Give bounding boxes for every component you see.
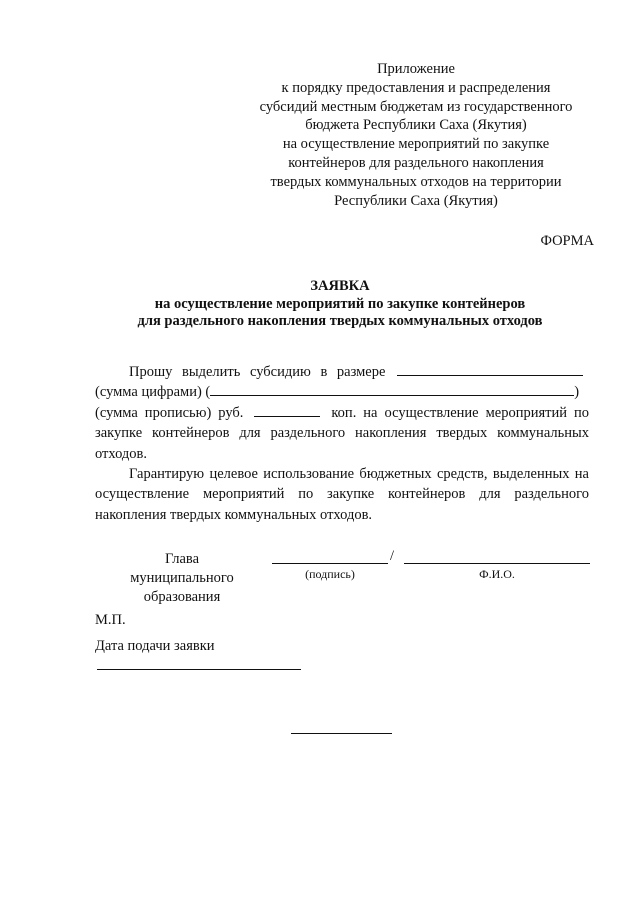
paren-close: ) [574,384,580,401]
signature-field[interactable] [272,563,388,564]
appendix-line: Республики Саха (Якутия) [334,192,498,209]
full-name-field[interactable] [404,563,590,564]
request-body [95,362,589,525]
sum-digits-field[interactable] [210,382,574,396]
form-label: ФОРМА [540,233,594,249]
date-field[interactable] [97,669,301,670]
title-subline: на осуществление мероприятий по закупке контейнеров [154,295,526,312]
signatory-line: Глава [164,551,200,567]
request-continuation [95,403,589,464]
appendix-line: Приложение [377,61,455,77]
appendix-header [235,60,597,210]
title-heading: ЗАЯВКА [310,278,370,294]
appendix-line: на осуществление мероприятий по закупке [282,136,550,153]
sum-digits-label: (сумма цифрами) ( [95,384,211,401]
end-separator [291,733,392,734]
signatory-title [112,550,252,606]
signatory-line: муниципального [130,569,234,586]
request-line-2 [95,382,589,402]
full-name-hint: Ф.И.О. [479,567,515,581]
appendix-line: твердых коммунальных отходов на территории [270,173,562,190]
amount-field[interactable] [397,362,583,376]
request-lead: Прошу выделить субсидию в размере [129,364,386,380]
guarantee-paragraph: Гарантирую целевое использование бюджетных средств, выделенных на осуществление мероприятий по закупке контейнеров для раздельного накопления твердых коммунальных отходов. [95,466,589,523]
stamp-label: М.П. [95,612,126,628]
signature-slash: / [390,548,395,564]
appendix-line: контейнеров для раздельного накопления [288,154,544,171]
appendix-line: субсидий местным бюджетам из государственного [259,98,573,115]
signatory-line: образования [143,588,221,605]
appendix-line: к порядку предоставления и распределения [281,79,551,96]
signature-hint: (подпись) [305,567,355,581]
kop-text: коп. на осуществление мероприятий по закупке контейнеров для раздельного накопления твердых коммунальных отходов. [95,404,589,462]
request-line-1 [95,362,589,382]
date-label: Дата подачи заявки [95,638,215,654]
appendix-line: бюджета Республики Саха (Якутия) [305,117,527,134]
document-title [60,278,620,331]
title-subline: для раздельного накопления твердых коммунальных отходов [137,313,543,330]
sum-words-field[interactable] [254,403,320,417]
sum-words-label: (сумма прописью) руб. [95,404,244,421]
